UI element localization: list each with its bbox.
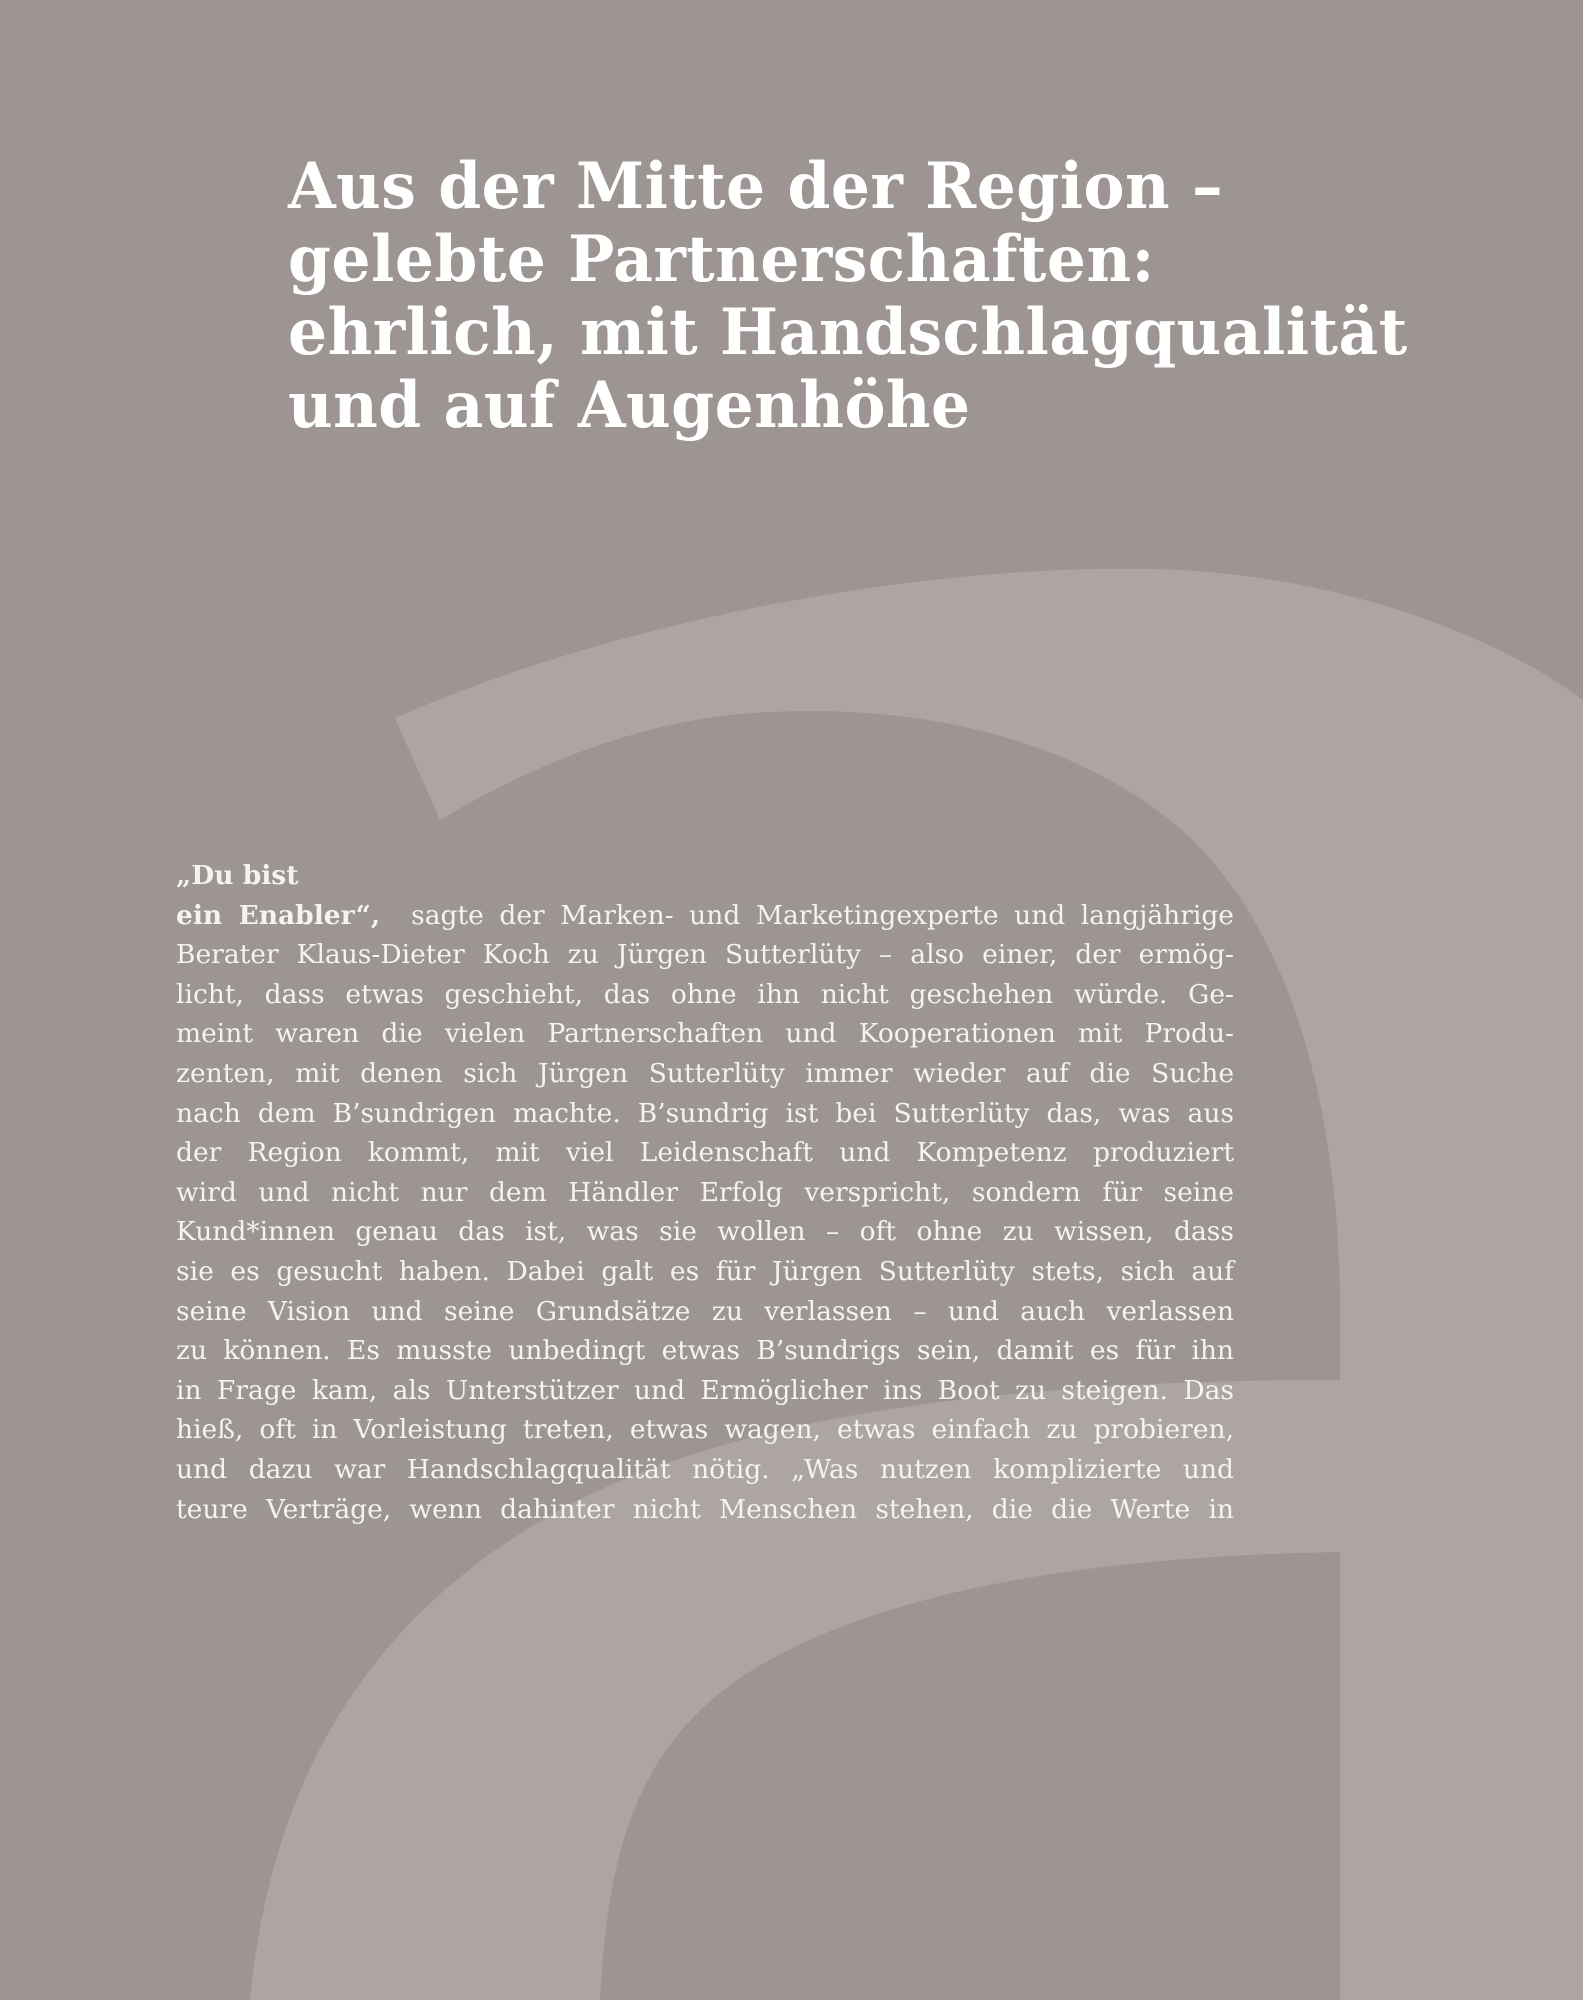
article-line: hieß, oft in Vorleistung treten, etwas wagen, etwas einfach zu probieren, bbox=[176, 1414, 1234, 1446]
article-line-first bbox=[176, 896, 1234, 936]
article-line: sie es gesucht haben. Dabei galt es für Jürgen Sutterlüty stets, sich auf bbox=[176, 1255, 1234, 1287]
article-line: Kund*innen genau das ist, was sie wollen – oft ohne zu wissen, dass bbox=[176, 1216, 1234, 1248]
article-line: zenten, mit denen sich Jürgen Sutterlüty immer wieder auf die Suche bbox=[176, 1057, 1234, 1089]
article-line: nach dem B’sundrigen machte. B’sundrig ist bei Sutterlüty das, was aus bbox=[176, 1097, 1234, 1129]
article-line: zu können. Es musste unbedingt etwas B’sundrigs sein, damit es für ihn bbox=[176, 1335, 1234, 1367]
lead-quote-line-1: „Du bist bbox=[176, 860, 299, 891]
title-line-4: und auf Augenhöhe bbox=[288, 368, 971, 443]
first-line-text: sagte der Marken- und Marketingexperte und langjährige bbox=[411, 899, 1234, 931]
title-line-1: Aus der Mitte der Region – bbox=[288, 149, 1224, 224]
lead-quote-line-2: ein Enabler“, bbox=[176, 899, 381, 931]
article-line: seine Vision und seine Grundsätze zu verlassen – und auch verlassen bbox=[176, 1295, 1234, 1327]
page-title bbox=[288, 150, 1526, 442]
title-line-2: gelebte Partnerschaften: bbox=[288, 222, 1155, 297]
article-line: licht, dass etwas geschieht, das ohne ihn nicht geschehen würde. Ge- bbox=[176, 978, 1234, 1010]
article-line: Berater Klaus-Dieter Koch zu Jürgen Sutterlüty – also einer, der ermög- bbox=[176, 939, 1234, 971]
article-line: und dazu war Handschlagqualität nötig. „Was nutzen komplizierte und bbox=[176, 1453, 1234, 1485]
article-line: meint waren die vielen Partnerschaften und Kooperationen mit Produ- bbox=[176, 1018, 1234, 1050]
article-line: in Frage kam, als Unterstützer und Ermöglicher ins Boot zu steigen. Das bbox=[176, 1374, 1234, 1406]
title-line-3: ehrlich, mit Handschlagqualität bbox=[288, 295, 1408, 370]
article-body bbox=[176, 856, 1234, 1529]
article-line: wird und nicht nur dem Händler Erfolg verspricht, sondern für seine bbox=[176, 1176, 1234, 1208]
article-line: teure Verträge, wenn dahinter nicht Menschen stehen, die die Werte in bbox=[176, 1493, 1234, 1525]
article-line: der Region kommt, mit viel Leidenschaft und Kompetenz produziert bbox=[176, 1137, 1234, 1169]
